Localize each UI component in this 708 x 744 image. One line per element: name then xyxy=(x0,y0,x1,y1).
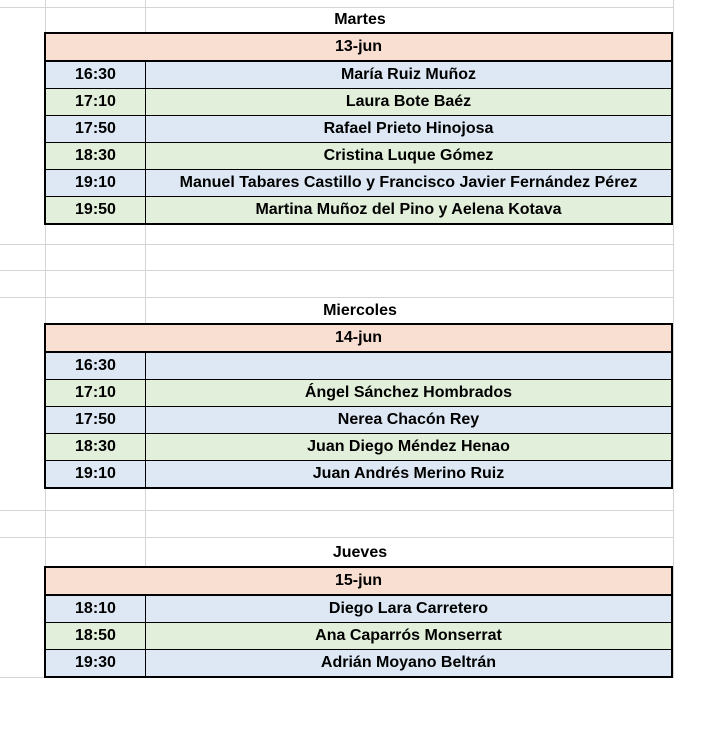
schedule-row[interactable] xyxy=(46,650,671,676)
name-cell[interactable]: Martina Muñoz del Pino y Aelena Kotava xyxy=(255,201,562,218)
name-cell[interactable]: Nerea Chacón Rey xyxy=(337,411,480,428)
grid-row-line xyxy=(0,297,674,298)
name-cell[interactable]: Adrián Moyano Beltrán xyxy=(320,654,497,671)
name-cell[interactable]: Cristina Luque Gómez xyxy=(323,147,494,164)
schedule-row[interactable] xyxy=(46,461,671,487)
time-cell[interactable]: 18:30 xyxy=(46,143,146,169)
name-cell[interactable]: María Ruiz Muñoz xyxy=(340,66,477,83)
name-cell[interactable]: Rafael Prieto Hinojosa xyxy=(323,120,494,137)
day-title: Jueves xyxy=(332,544,388,561)
schedule-row[interactable] xyxy=(46,197,671,223)
grid-row-line xyxy=(0,270,674,271)
schedule-row[interactable] xyxy=(46,62,671,89)
time-cell[interactable]: 19:10 xyxy=(46,461,146,487)
name-cell[interactable]: Juan Andrés Merino Ruiz xyxy=(312,465,505,482)
schedule-table xyxy=(44,32,673,225)
schedule-row[interactable] xyxy=(46,623,671,650)
name-cell[interactable] xyxy=(146,353,671,379)
schedule-row[interactable] xyxy=(46,596,671,623)
schedule-row[interactable] xyxy=(46,170,671,197)
time-cell[interactable]: 17:50 xyxy=(46,407,146,433)
name-cell[interactable]: Ángel Sánchez Hombrados xyxy=(304,384,513,401)
day-title: Miercoles xyxy=(323,302,397,319)
name-cell[interactable]: Laura Bote Baéz xyxy=(345,93,472,110)
time-cell[interactable]: 17:10 xyxy=(46,380,146,406)
schedule-row[interactable] xyxy=(46,89,671,116)
date-header: 15-jun xyxy=(46,568,671,596)
grid-column-line xyxy=(673,0,674,678)
name-cell[interactable]: Diego Lara Carretero xyxy=(328,600,489,617)
time-cell[interactable]: 18:50 xyxy=(46,623,146,649)
schedule-row[interactable] xyxy=(46,116,671,143)
time-cell[interactable]: 19:30 xyxy=(46,650,146,676)
name-cell[interactable]: Manuel Tabares Castillo y Francisco Javier Fernández Pérez xyxy=(179,174,638,191)
grid-row-line xyxy=(0,510,674,511)
time-cell[interactable]: 18:30 xyxy=(46,434,146,460)
date-header: 13-jun xyxy=(46,34,671,62)
schedule-row[interactable] xyxy=(46,353,671,380)
grid-row-line xyxy=(0,537,674,538)
time-cell[interactable]: 16:30 xyxy=(46,353,146,379)
time-cell[interactable]: 18:10 xyxy=(46,596,146,622)
time-cell[interactable]: 16:30 xyxy=(46,62,146,88)
day-title: Martes xyxy=(334,11,386,28)
schedule-table xyxy=(44,566,673,678)
schedule-row[interactable] xyxy=(46,434,671,461)
schedule-table xyxy=(44,323,673,489)
time-cell[interactable]: 19:50 xyxy=(46,197,146,223)
time-cell[interactable]: 17:10 xyxy=(46,89,146,115)
schedule-row[interactable] xyxy=(46,407,671,434)
time-cell[interactable]: 17:50 xyxy=(46,116,146,142)
name-cell[interactable]: Ana Caparrós Monserrat xyxy=(315,627,502,644)
schedule-row[interactable] xyxy=(46,380,671,407)
date-header: 14-jun xyxy=(46,325,671,353)
time-cell[interactable]: 19:10 xyxy=(46,170,146,196)
schedule-row[interactable] xyxy=(46,143,671,170)
name-cell[interactable]: Juan Diego Méndez Henao xyxy=(307,438,510,455)
grid-row-line xyxy=(0,244,674,245)
